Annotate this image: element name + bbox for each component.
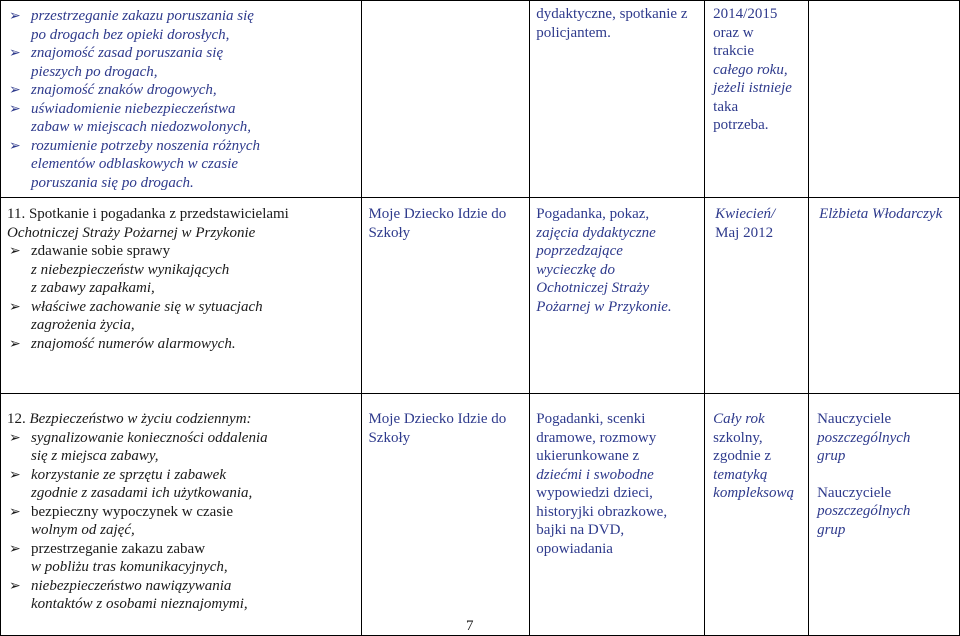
goals-cell [1, 198, 362, 394]
date-line: oraz w [713, 24, 754, 41]
goal-item-cont: pieszych po drogach, [31, 63, 158, 80]
person-line: poszczególnych [817, 429, 911, 446]
goal-item: ➢ znajomość numerów alarmowych. [7, 335, 357, 354]
goal-item: ➢ zdawanie sobie sprawy [7, 242, 357, 261]
date-line: Cały rok [713, 411, 765, 427]
forms-line: dziećmi i swobodne [536, 466, 654, 483]
row-title: 11. Spotkanie i pogadanka z przedstawicielami [7, 206, 289, 222]
goal-item-cont: zabaw w miejscach niedozwolonych, [31, 119, 251, 135]
goal-item: ➢ znajomość zasad poruszania się [7, 44, 357, 63]
goals-cell [1, 1, 362, 198]
goals-cell [1, 394, 362, 636]
table-row [1, 394, 960, 636]
goal-item-cont: zgodnie z zasadami ich użytkowania, [31, 485, 253, 501]
goal-item: ➢ uświadomienie niebezpieczeństwa [7, 100, 357, 119]
date-cell [705, 1, 809, 198]
forms-line: historyjki obrazkowe, [536, 503, 668, 520]
goal-item-cont: po drogach bez opieki dorosłych, [31, 26, 230, 43]
goal-item: ➢ znajomość znaków drogowych, [7, 81, 357, 100]
goal-item-cont: poruszania się po drogach. [31, 174, 194, 191]
forms-line: poprzedzające [536, 243, 623, 259]
date-line: Kwiecień/ [715, 206, 776, 222]
forms-line: bajki na DVD, [536, 522, 625, 538]
date-line: Maj 2012 [715, 224, 774, 241]
person-line: Elżbieta Włodarczyk [819, 206, 943, 222]
date-cell [705, 394, 809, 636]
date-line: potrzeba. [713, 117, 769, 133]
date-line: trakcie [713, 43, 754, 59]
person-line: grup [817, 448, 846, 464]
goal-item-cont: kontaktów z osobami nieznajomymi, [31, 596, 248, 612]
forms-line: zajęcia dydaktyczne [536, 224, 656, 241]
date-line: kompleksową [713, 485, 794, 501]
person-line: Nauczyciele [817, 484, 892, 501]
forms-line: dydaktyczne, spotkanie z [536, 6, 688, 22]
forms-line: ukierunkowane z [536, 448, 640, 464]
goal-item-cont: się z miejsca zabawy, [31, 448, 159, 464]
forms-cell [530, 394, 705, 636]
goal-item: ➢ rozumienie potrzeby noszenia różnych [7, 137, 357, 156]
page-number: 7 [466, 618, 474, 634]
forms-line: dramowe, rozmowy [536, 429, 657, 446]
date-line: zgodnie z [713, 448, 772, 464]
program-cell [362, 394, 530, 636]
forms-line: Pożarnej w Przykonie. [536, 298, 672, 315]
goal-item: ➢ przestrzeganie zakazu poruszania się [7, 7, 357, 26]
goal-item: ➢ korzystanie ze sprzętu i zabawek [7, 466, 357, 485]
program-line: Szkoły [368, 429, 411, 446]
date-line: tematyką [713, 466, 768, 483]
program-line: Szkoły [368, 224, 411, 241]
date-line: jeżeli istnieje [713, 80, 792, 96]
goal-item: ➢ właściwe zachowanie się w sytuacjach [7, 298, 357, 317]
person-cell [809, 394, 960, 636]
program-line: Moje Dziecko Idzie do [368, 411, 507, 427]
row-title [7, 410, 357, 429]
program-cell [362, 1, 530, 198]
goal-item-cont: elementów odblaskowych w czasie [31, 156, 239, 172]
forms-line: Pogadanki, scenki [536, 411, 646, 427]
person-line: poszczególnych [817, 503, 911, 519]
forms-line: wypowiedzi dzieci, [536, 485, 653, 501]
program-cell [362, 198, 530, 394]
goal-item: ➢ przestrzeganie zakazu zabaw [7, 540, 357, 559]
row-number: 12. [7, 411, 26, 427]
forms-line: Pogadanka, pokaz, [536, 206, 650, 222]
date-line: 2014/2015 [713, 6, 778, 22]
goal-item: ➢ bezpieczny wypoczynek w czasie [7, 503, 357, 522]
program-line: Moje Dziecko Idzie do [368, 206, 507, 222]
date-line: całego roku, [713, 61, 788, 78]
goal-item: ➢ sygnalizowanie konieczności oddalenia [7, 429, 357, 448]
goal-item-cont: w pobliżu tras komunikacyjnych, [31, 559, 228, 575]
person-line: Nauczyciele [817, 411, 892, 427]
forms-line: opowiadania [536, 540, 613, 557]
table-row [1, 198, 960, 394]
row-title-cont: Ochotniczej Straży Pożarnej w Przykonie [7, 224, 256, 241]
forms-line: policjantem. [536, 24, 611, 41]
date-line: szkolny, [713, 429, 763, 446]
forms-line: wycieczkę do [536, 261, 615, 278]
date-cell [705, 198, 809, 394]
goal-item-cont: z zabawy zapałkami, [31, 280, 155, 296]
date-line: taka [713, 98, 739, 115]
row-title-text: Bezpieczeństwo w życiu codziennym: [29, 411, 252, 427]
forms-cell [530, 198, 705, 394]
person-cell [809, 198, 960, 394]
forms-line: Ochotniczej Straży [536, 280, 650, 296]
goal-item-cont: zagrożenia życia, [31, 317, 135, 333]
goal-item-cont: wolnym od zajęć, [31, 522, 135, 538]
goal-item: ➢ niebezpieczeństwo nawiązywania [7, 577, 357, 596]
table-row [1, 1, 960, 198]
person-line: grup [817, 521, 846, 538]
goal-item-cont: z niebezpieczeństw wynikających [31, 261, 230, 278]
person-cell [809, 1, 960, 198]
forms-cell [530, 1, 705, 198]
